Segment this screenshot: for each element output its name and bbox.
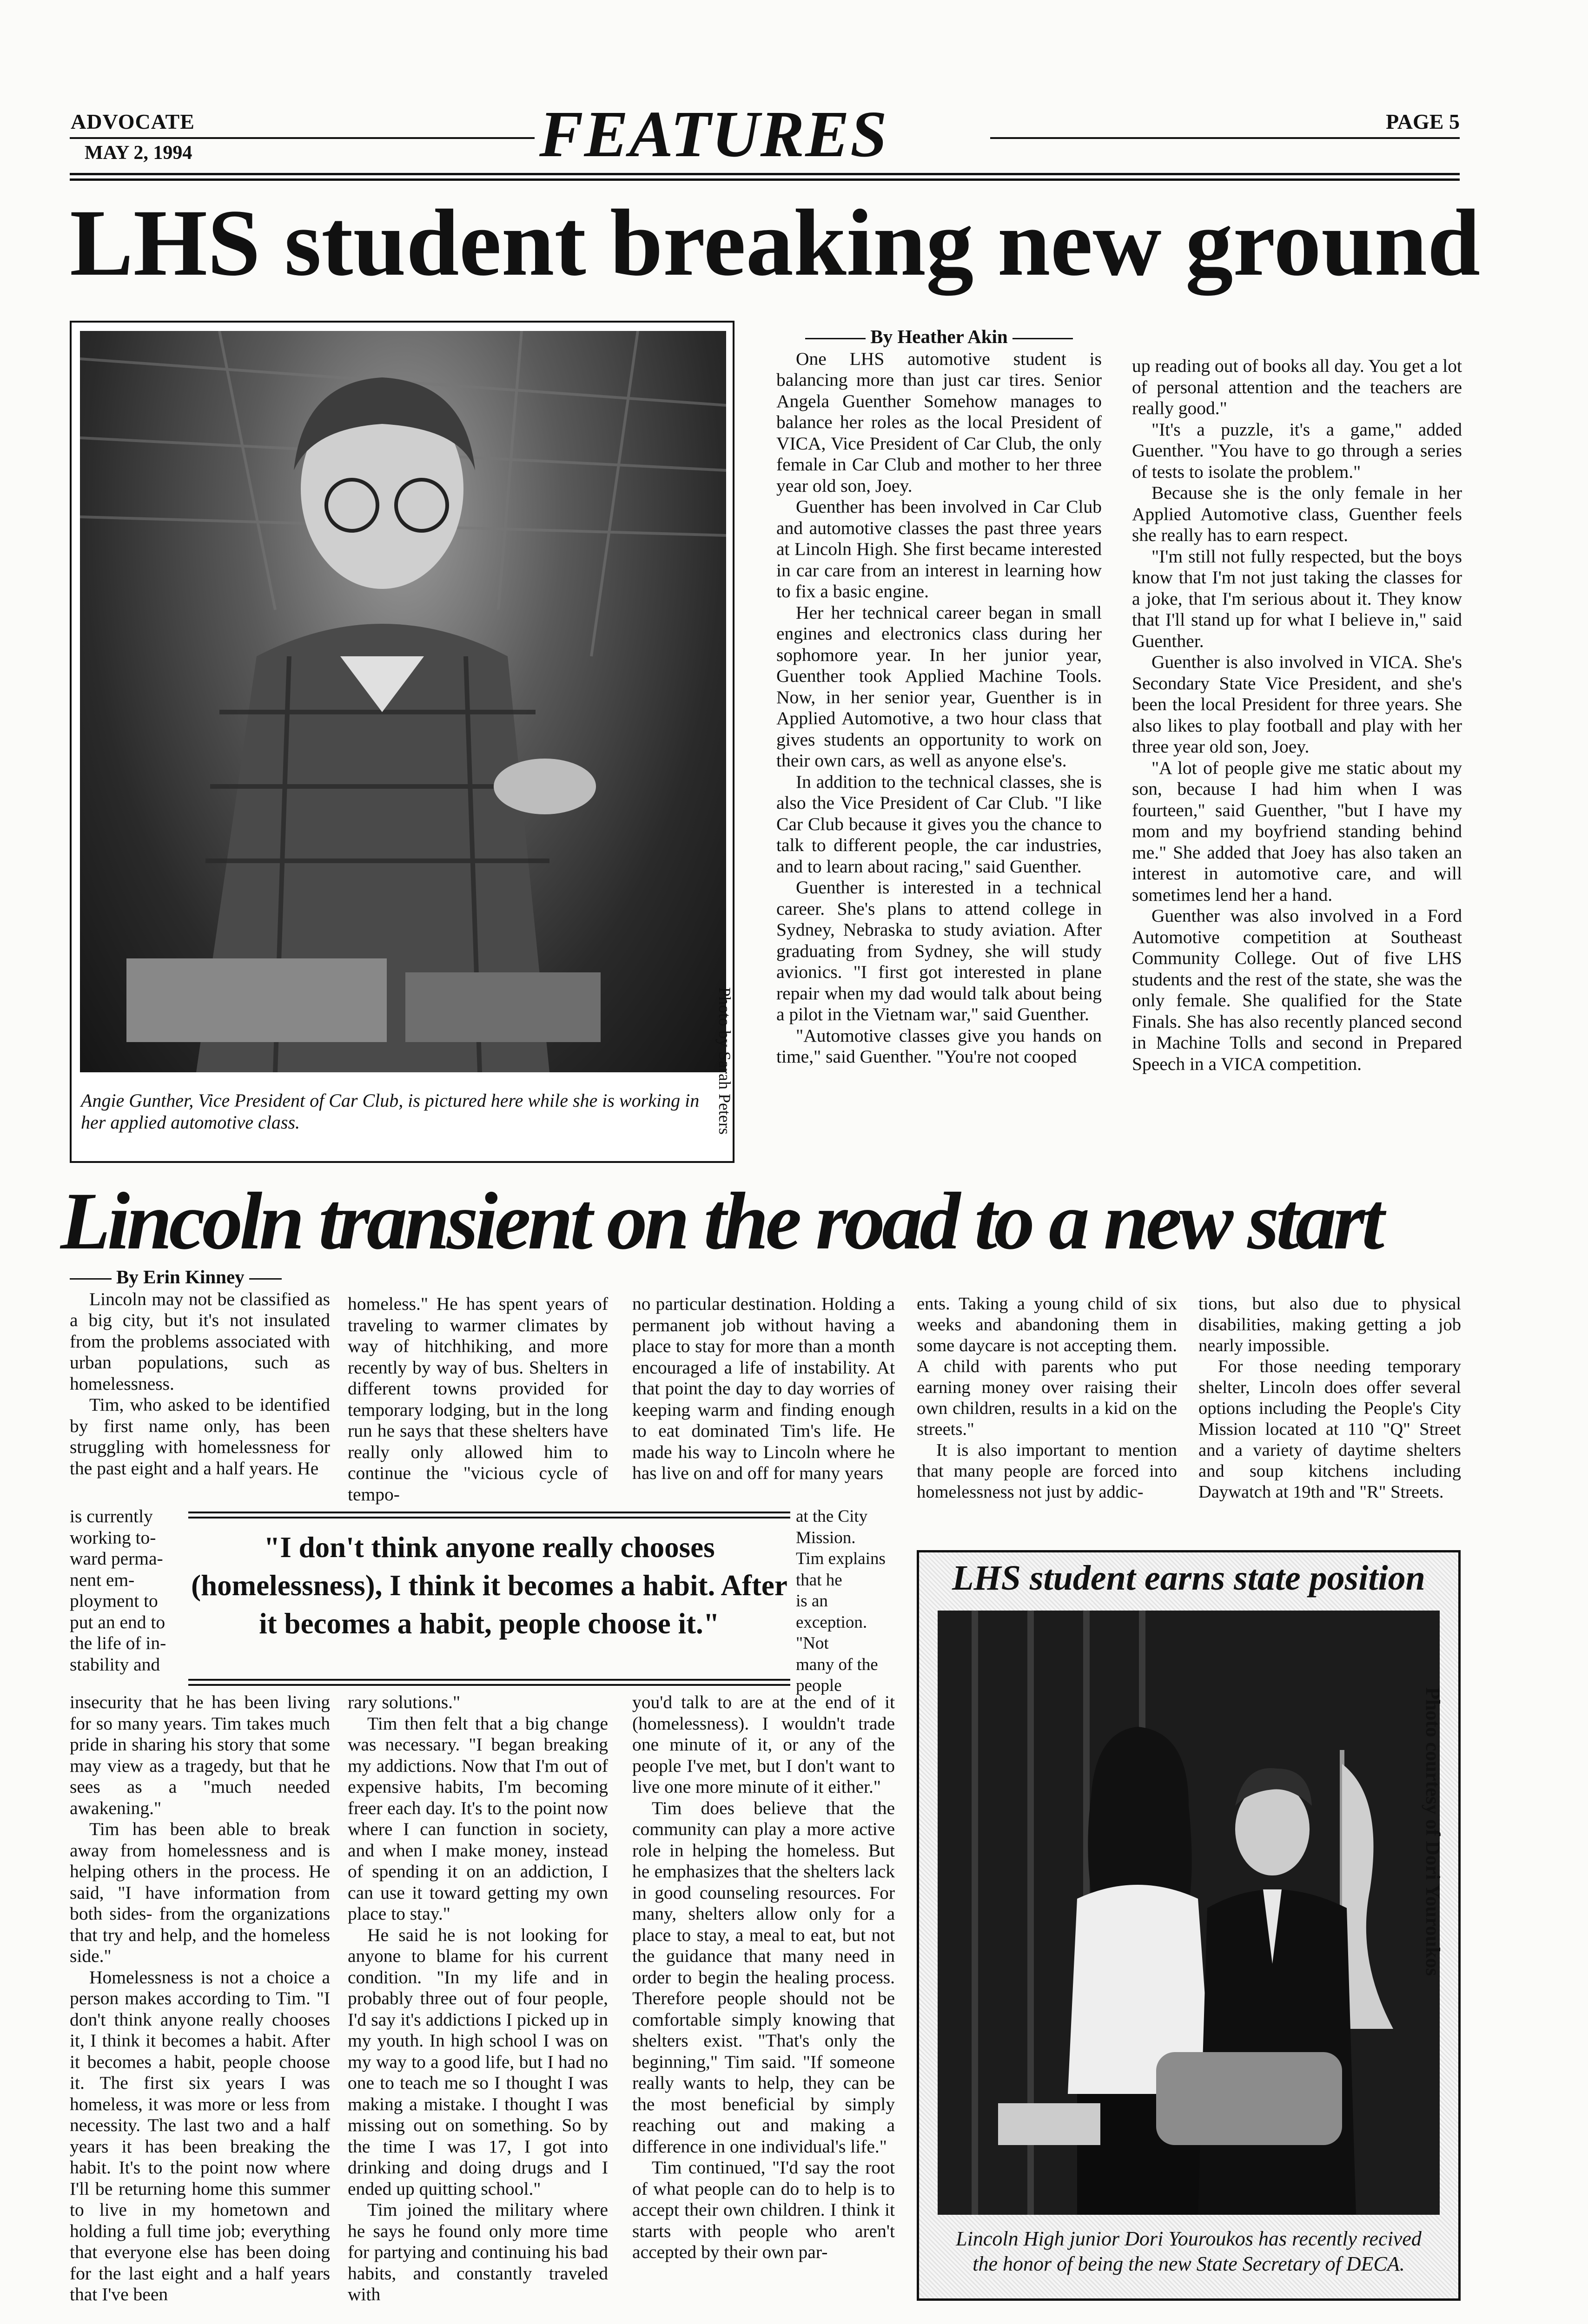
story2-column-5 (1198, 1294, 1461, 1503)
paragraph: Tim joined the military where he says he found only more time for partying and continuing his bad habits, and constantly traveled with (348, 2199, 608, 2304)
paragraph: up reading out of books all day. You get a lot of personal attention and the teachers are really good." (1132, 356, 1462, 418)
story1-column-1 (776, 326, 1102, 1068)
story1-byline: By Heather Akin (776, 326, 1102, 348)
section-title: FEATURES (539, 97, 888, 171)
paragraph: "It's a puzzle, it's a game," added Guenther. "You have to go through a series of tests to isolate the problem." (1132, 419, 1462, 482)
wrap-line: nent em- (70, 1569, 135, 1590)
paragraph: Lincoln may not be classified as a big city, but it's not insulated from the problems associated with urban populations, such as homelessness. (70, 1288, 330, 1394)
paragraph: Guenther is interested in a technical career. She's plans to attend college in Sydney, Nebraska to study aviation. After graduating from Sydney, she will study avionics. "I first got interested in plane repair when my dad would talk about being a pilot in the Vietnam war," said Guenther. (776, 877, 1102, 1024)
wrap-line: Tim explains that he (796, 1549, 886, 1590)
story2-column-1-top (70, 1267, 330, 1479)
student-photo-illustration (80, 331, 726, 1072)
paragraph: "I'm still not fully respected, but the boys know that I'm not just taking the classes for a joke, that I'm serious about it. They know that I'll stand up for what I believe in," said Guenther. (1132, 546, 1462, 651)
paragraph: Tim, who asked to be identified by first name only, has been struggling with homelessness for the past eight and a half years. He (70, 1394, 330, 1479)
story3-photo-credit: Photo courtesy of Dori Youroukos (1422, 1687, 1443, 1976)
wrap-line: stability and (70, 1654, 160, 1675)
story1-headline: LHS student breaking new ground (70, 190, 1481, 296)
paragraph: Guenther was also involved in a Ford Automotive competition at Southeast Community College. Out of five LHS students and the rest of the state, she was the only female. She qualified for the State Finals. She has also recently planced second in Machine Tolls and second in Prepared Speech in a VICA competition. (1132, 905, 1462, 1074)
wrap-line: Mission. (796, 1528, 856, 1547)
paragraph: homeless." He has spent years of traveling to warmer climates by way of hitchhiking, and more recently by way of bus. Shelters in different towns provided for temporary lodging, but in the long run he says that these shelters have really only allowed him to continue the "vicious cycle of tempo- (348, 1294, 608, 1505)
story1-column-2 (1132, 356, 1462, 1075)
paragraph: Tim then felt that a big change was necessary. "I began breaking my addictions. Now that I'm out of expensive habits, I'm becoming freer each day. It's to the point now where I can function in society, and when I make money, instead of spending it on an addiction, I can use it toward getting my own place to stay." (348, 1713, 608, 1924)
pull-quote-rule-top (188, 1512, 790, 1513)
paragraph: Tim has been able to break away from homelessness and is helping others in the process. He said, "I have information from both sides- from the organizations that try and help, and the homeless side." (70, 1819, 330, 1966)
wrap-line: ward perma- (70, 1548, 163, 1569)
paragraph: He said he is not looking for anyone to blame for his current condition. "In my life and in probably three out of four people, I'd say it's addictions I picked up in my youth. In high school I was on my way to a good life, but I had no one to teach me so I thought I was making a mistake. I thought I was missing out on something. So by the time I was 17, I got into drinking and doing drugs and I ended up quitting school." (348, 1924, 608, 2199)
masthead-double-rule-2 (70, 178, 1460, 181)
paragraph: "A lot of people give me static about my son, because I had him when I was fourteen," said Guenther, "but I have my mom and my boyfriend standing behind me." She added that Joey has also taken an interest in automotive care, and will sometimes lend her a hand. (1132, 757, 1462, 905)
page-number: PAGE 5 (1386, 110, 1460, 133)
wrap-line: many of the (796, 1655, 878, 1674)
story1-caption: Angie Gunther, Vice President of Car Club, is pictured here while she is working in her applied automotive class. (81, 1090, 700, 1133)
paper-name: ADVOCATE (71, 110, 195, 133)
paragraph: ents. Taking a young child of six weeks and abandoning them in some daycare is not accepting them. A child with parents who put earning money over raising their own children, results in a kid on the streets." (917, 1294, 1177, 1439)
wrap-line: is an exception. "Not (796, 1591, 867, 1653)
story2-byline: By Erin Kinney (70, 1267, 330, 1288)
story2-column-2-bottom (348, 1692, 608, 2305)
paragraph: Tim does believe that the community can play a more active role in helping the homeless. But he emphasizes that the shelters lack in good counseling resources. For many, shelters allow only for a place to stay, a meal to eat, but not the guidance that many need in order to begin the healing process. Therefore people should not be comfortable simply knowing that shelters exist. "That's only the beginning," Tim said. "If someone really wants to help, they can be the most beneficial by simply reaching out and making a difference in one individual's life." (632, 1797, 895, 2157)
paragraph: Guenther has been involved in Car Club and automotive classes the past three years at Lincoln High. She first became interested in car care from an interest in learning how to fix a basic engine. (776, 496, 1102, 601)
paragraph: rary solutions." (348, 1692, 461, 1712)
pull-quote: "I don't think anyone really chooses (homelessness), I think it becomes a habit. After it becomes a habit, people choose it." (191, 1531, 787, 1640)
pull-quote-rule-bottom (188, 1679, 790, 1681)
story2-headline: Lincoln transient on the road to a new start (60, 1176, 1382, 1267)
story3-photo (938, 1611, 1440, 2215)
paragraph: Guenther is also involved in VICA. She's Secondary State Vice President, and she's been the local President for three years. She also likes to play football and play with her three year old son, Joey. (1132, 652, 1462, 757)
story3-headline: LHS student earns state position (952, 1558, 1425, 1598)
paragraph: In addition to the technical classes, she is also the Vice President of Car Club. "I like Car Club because it gives you the chance to talk to different people, the car industries, and to learn about racing," said Guenther. (776, 771, 1102, 877)
issue-date: MAY 2, 1994 (85, 142, 192, 164)
story2-column-3-top (632, 1294, 895, 1484)
pull-quote-rule-bottom-2 (188, 1684, 790, 1686)
story1-photo (80, 331, 726, 1072)
story2-column-1-bottom (70, 1692, 330, 2305)
story3-box (917, 1550, 1461, 2301)
wrap-line: working to- (70, 1527, 156, 1548)
paragraph: Homelessness is not a choice a person makes according to Tim. "I don't think anyone really chooses it, I think it becomes a habit. After it becomes a habit, people choose it. The first six years I was homeless, it was more or less from necessity. The last two and a half years it has been breaking the habit. It's to the point now where I'll be returning home this summer to live in my hometown and holding a full time job; everything that everyone else has been doing for the last eight and a half years that I've been (70, 1967, 330, 2304)
story3-caption: Lincoln High junior Dori Youroukos has recently recived the honor of being the new State Secretary of DECA. (956, 2227, 1422, 2275)
masthead-rule-left (70, 137, 535, 139)
wrap-line: the life of in- (70, 1633, 166, 1653)
paragraph: Her her technical career began in small engines and electronics class during her sophomore year. In her junior year, Guenther took Applied Machine Tools. Now, in her senior year, Guenther is in Applied Automotive, a two hour class that gives students an opportunity to work on their own cars, as well as anyone else's. (776, 602, 1102, 771)
masthead (70, 97, 1464, 181)
paragraph: It is also important to mention that many people are forced into homelessness not just by addic- (917, 1440, 1177, 1502)
story1-photo-credit: Photo by Sarah Peters (715, 987, 734, 1135)
wrap-line: at the City (796, 1507, 868, 1526)
paragraph: you'd talk to are at the end of it (homelessness). I wouldn't trade one minute of it, or any of the people I've met, but I don't want to live one more minute of it either." (632, 1692, 895, 1797)
wrap-line: put an end to (70, 1611, 165, 1632)
paragraph: "Automotive classes give you hands on time," said Guenther. "You're not cooped (776, 1025, 1102, 1067)
story1-photo-frame (70, 321, 734, 1163)
paragraph: One LHS automotive student is balancing more than just car tires. Senior Angela Guenther Somehow manages to balance her roles as the local President of VICA, Vice President of Car Club, the only female in Car Club and mother to her three year old son, Joey. (776, 348, 1102, 496)
paragraph: tions, but also due to physical disabilities, making getting a job nearly impossible. (1198, 1294, 1461, 1355)
story2-column-1-wrap (70, 1506, 186, 1675)
story2-column-3-bottom (632, 1692, 895, 2263)
story2-column-2-top (348, 1294, 608, 1505)
masthead-rule-right (990, 137, 1460, 139)
paragraph: no particular destination. Holding a permanent job without having a place to stay for more than a month encouraged a life of instability. At that point the day to day worries of keeping warm and finding enough to eat dominated Tim's life. He made his way to Lincoln where he has live on and off for many years (632, 1294, 895, 1483)
pull-quote-rule-top-2 (188, 1517, 790, 1519)
paragraph: insecurity that he has been living for so many years. Tim takes much pride in sharing his story that some may view as a tragedy, but that he sees as a "much needed awakening." (70, 1692, 330, 1818)
story2-column-3-wrap (796, 1506, 896, 1697)
paragraph: Because she is the only female in her Applied Automotive class, Guenther feels she really has to earn respect. (1132, 482, 1462, 545)
paragraph: For those needing temporary shelter, Lincoln does offer several options including the People's City Mission located at 110 "Q" Street and a variety of daytime shelters and soup kitchens including Daywatch at 19th and "R" Streets. (1198, 1357, 1461, 1502)
paragraph: Tim continued, "I'd say the root of what people can do to help is to accept their own children. I think it starts with people who aren't accepted by their own par- (632, 2157, 895, 2262)
masthead-double-rule (70, 173, 1460, 175)
wrap-line: ployment to (70, 1591, 158, 1611)
wrap-line: people (796, 1676, 842, 1695)
pull-quote-box (188, 1512, 790, 1687)
wrap-line: is currently (70, 1506, 153, 1526)
story2-column-4 (917, 1294, 1177, 1503)
award-photo-illustration (938, 1611, 1440, 2215)
